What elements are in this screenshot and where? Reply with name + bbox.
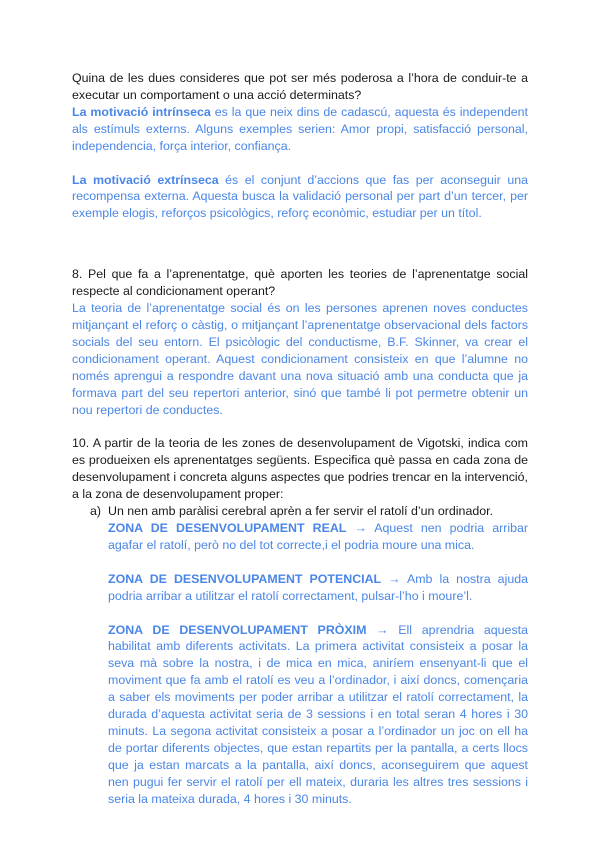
intrinsic-term: La motivació intrínseca	[72, 104, 211, 119]
answer-extrinsic	[72, 172, 528, 223]
question-motivation: Quina de les dues consideres que pot ser més poderosa a l’hora de conduir-te a executar un comportament o una acció determinats?	[72, 71, 528, 102]
zone-real	[108, 520, 528, 554]
zone-proximal	[108, 622, 528, 808]
list-item-text: Un nen amb paràlisi cerebral aprèn a fer servir el ratolí d’un ordinador.	[108, 504, 493, 519]
zone-proximal-label: ZONA DE DESENVOLUPAMENT PRÒXIM	[108, 622, 367, 637]
zone-potential-text: → Amb la nostra ajuda podria arribar a utilitzar el ratolí correctament, pulsar-l’ho i moure’l.	[108, 571, 528, 603]
zone-potential	[108, 571, 528, 605]
answer-intrinsic	[72, 104, 528, 155]
question-10: 10. A partir de la teoria de les zones de desenvolupament de Vigotski, indica com es produeixen els aprenentatges següents. Especifica què passa en cada zona de desenvolupament i concreta alguns aspectes que podries trencar en la intervenció, a la zona de desenvolupament proper:	[72, 436, 528, 502]
list-item	[72, 503, 528, 520]
zones-block	[72, 520, 528, 808]
zone-real-label: ZONA DE DESENVOLUPAMENT REAL	[108, 520, 347, 535]
zone-proximal-text: → Ell aprendria aquesta habilitat amb diferents activitats. La primera activitat consisteix a posar la seva mà sobre la nostra, i de mica en mica, aniríem ensenyant-li que el moviment que fa amb el ratolí es veu a l’ordinador, i així doncs, començaria a saber els moviments per poder arribar a utilitzar el ratolí correctament, la durada d’aquesta activitat seria de 3 sessions i en total seran 4 hores i 30 minuts. La segona activitat consisteix a posar a l’ordinador un joc on ell ha de portar diferents objectes, que estan repartits per la pantalla, a certs llocs que ja estan marcats a la pantalla, així doncs, aconseguirem que aquest nen pugui fer servir el ratolí per ell mateix, duraria les altres tres sessions i seria la mateixa durada, 4 hores i 30 minuts.	[108, 622, 528, 806]
zone-real-text: → Aquest nen podria arribar agafar el ratolí, però no del tot correcte,i el podria moure una mica.	[108, 520, 528, 552]
question-8: 8. Pel que fa a l’aprenentatge, què aporten les teories de l’aprenentatge social respecte al condicionament operant?	[72, 267, 528, 299]
list-marker: a)	[90, 504, 102, 519]
extrinsic-text: és el conjunt d’accions que fas per aconseguir una recompensa externa. Aquesta busca la validació personal per part d’un tercer, per exemple elogis, reforços psicològics, reforç econòmic, estudiar per un títol.	[72, 172, 528, 221]
intrinsic-text: es la que neix dins de cadascú, aquesta és independent als estímuls externs. Alguns exemples serien: Amor propi, satisfacció personal, independencia, força interior, confiança.	[72, 104, 528, 153]
zone-potential-label: ZONA DE DESENVOLUPAMENT POTENCIAL	[108, 571, 382, 586]
answer-8: La teoria de l’aprenentatge social és on les persones aprenen noves conductes mitjançant el reforç o càstig, o mitjançant l’aprenentatge observacional dels factors socials del seu entorn. El psicòlogic del conductisme, B.F. Skinner, va crear el condicionament operant. Aquest condicionament consisteix en que l’alumne no només aprengui a respondre davant una nova situació amb una conducta que ja formava part del seu repertori anterior, sinó que també li pot permetre obtenir un nou repertori de conductes.	[72, 301, 528, 417]
extrinsic-term: La motivació extrínseca	[72, 172, 219, 187]
